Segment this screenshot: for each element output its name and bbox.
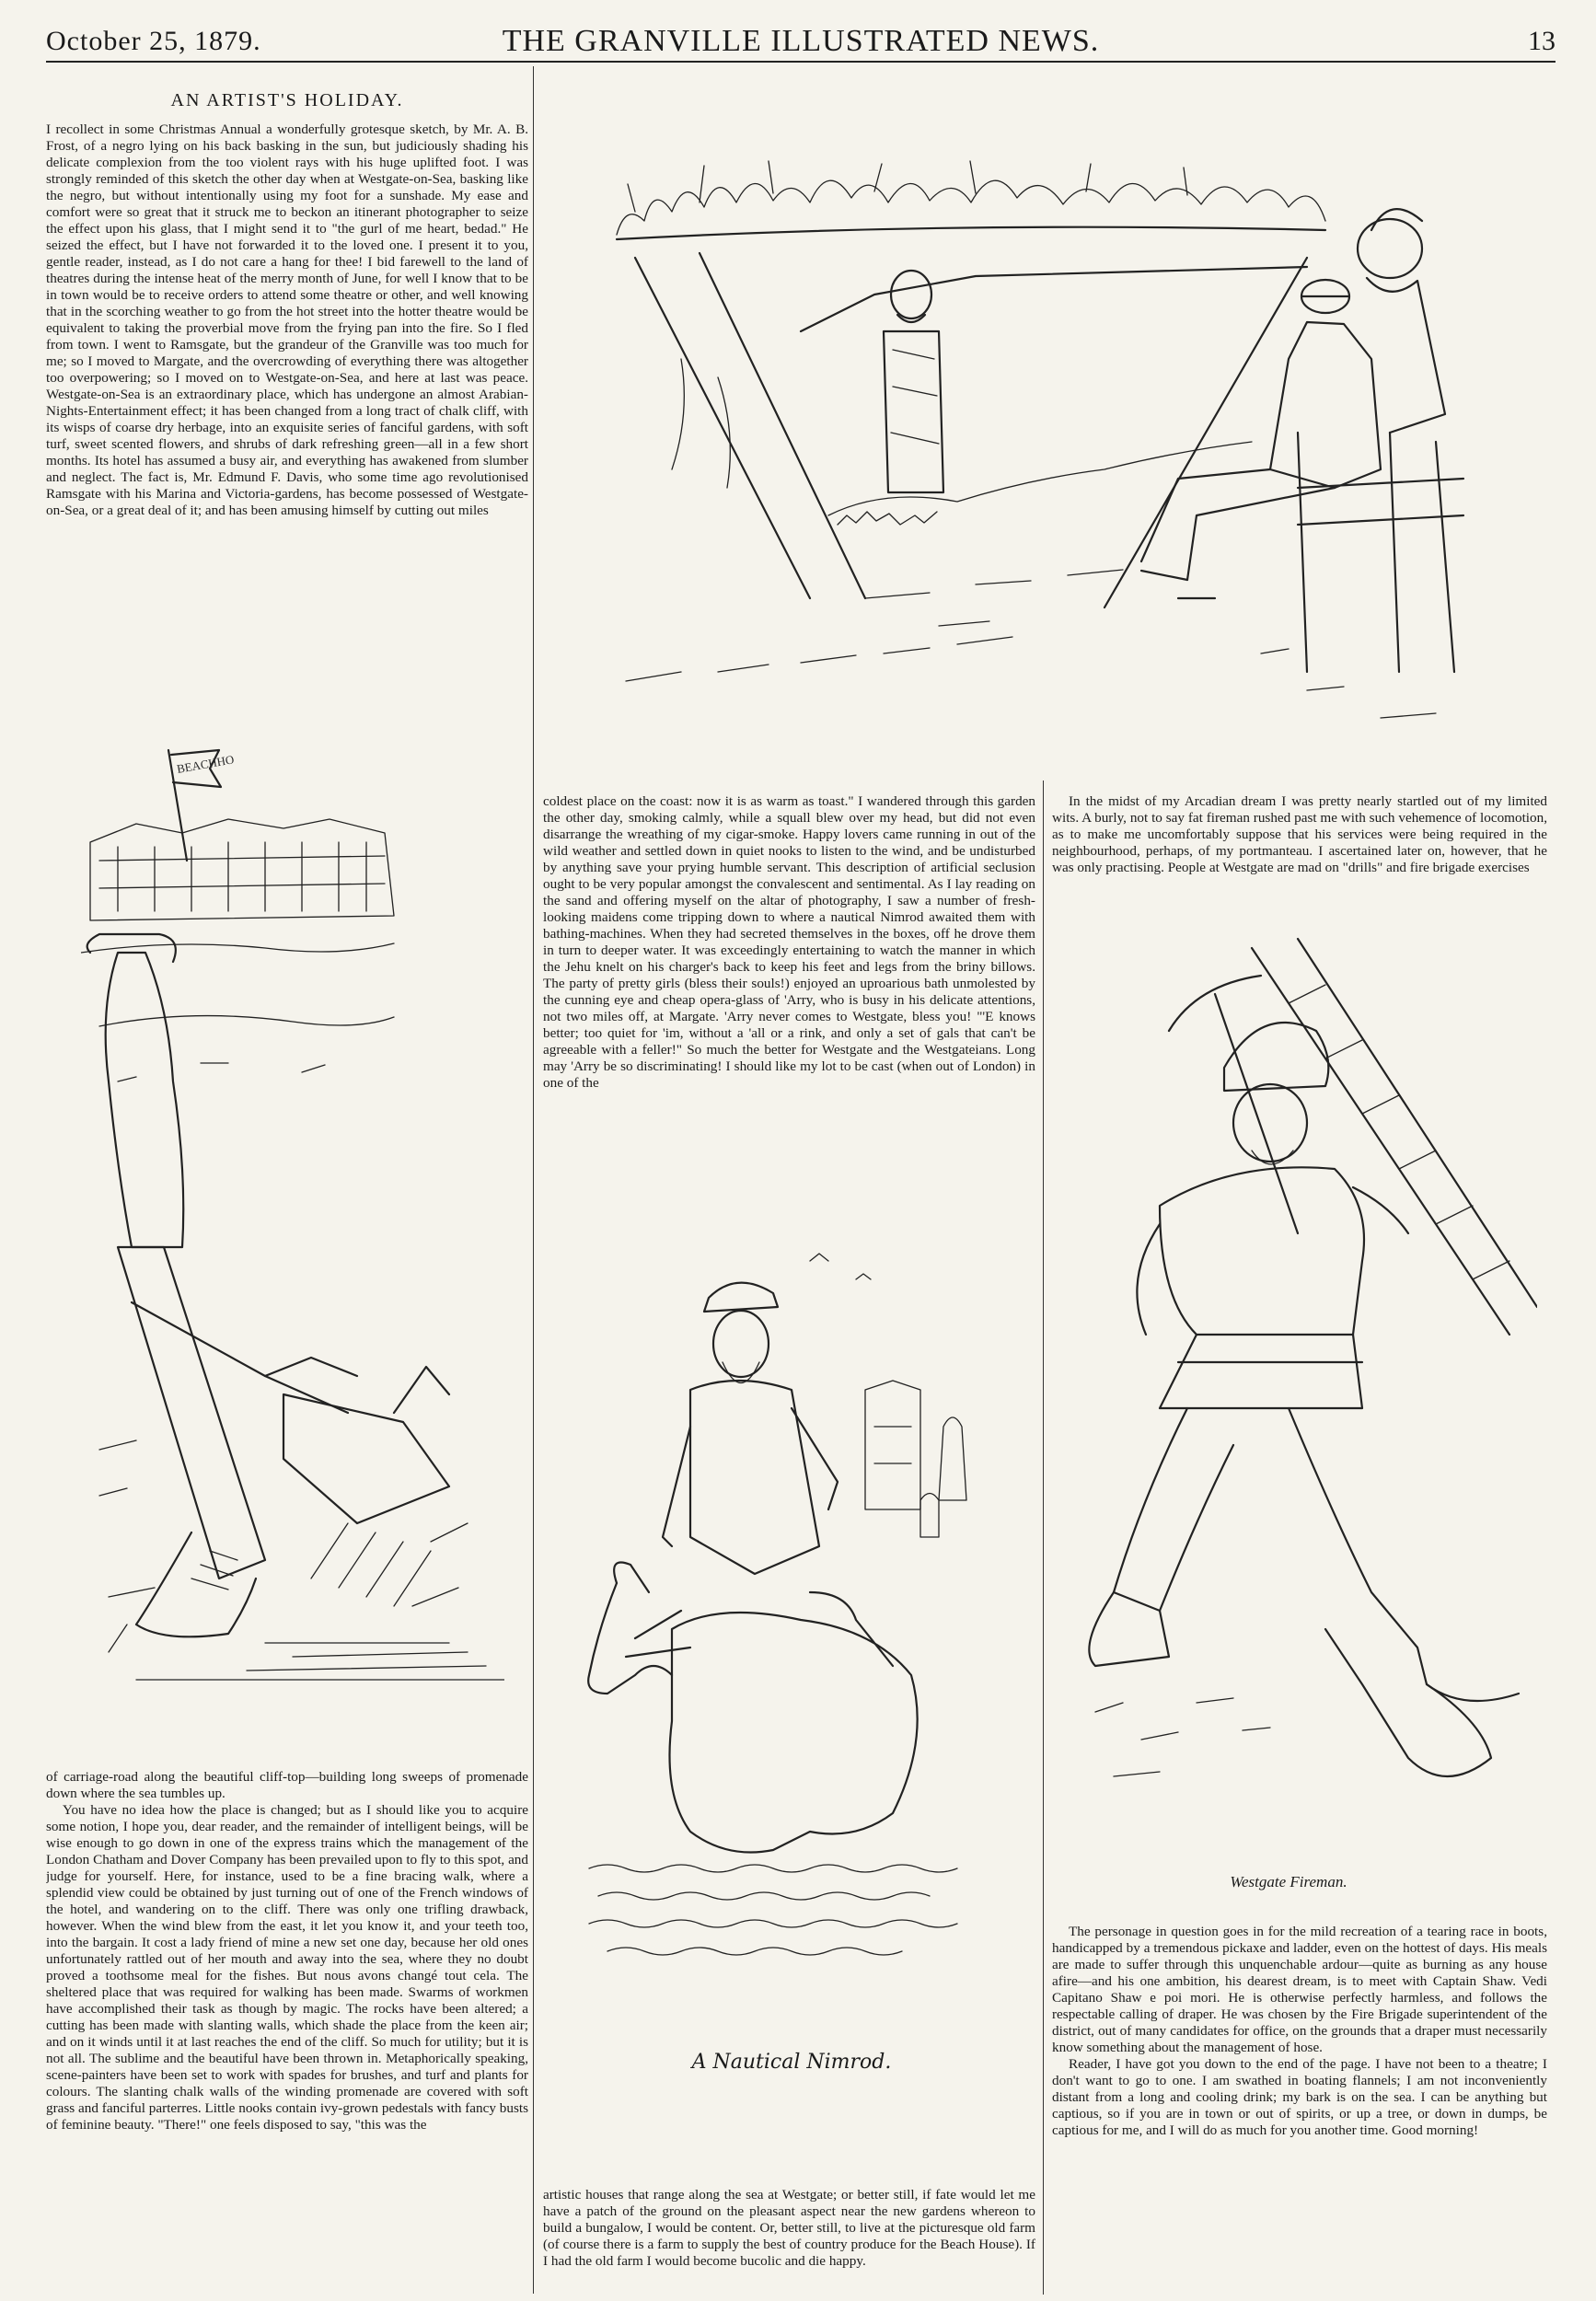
masthead bbox=[46, 20, 1556, 63]
illustration-garden-scene bbox=[589, 83, 1509, 746]
caption-westgate-fireman: Westgate Fireman. bbox=[1230, 1873, 1347, 1891]
article-col2-top bbox=[543, 793, 1035, 1209]
paragraph: The personage in question goes in for the mild recreation of a tearing race in boots, handicapped by a tremendous pickaxe and ladder, even on the hottest of days. His meals are made to suffer through this unquenchable ardour—quite as burning as any house afire—and his one ambition, his dearest dream, is to meet with Captain Shaw. Vedi Capitano Shaw e poi mori. He is otherwise perfectly harmless, and follows the respectable calling of draper. He was chosen by the Fire Brigade superintendent of the district, out of many candidates for office, on the grounds that a draper must necessarily know something about the management of hose. bbox=[1052, 1924, 1547, 2055]
article-heading: AN ARTIST'S HOLIDAY. bbox=[170, 90, 404, 110]
article-col3-bottom bbox=[1052, 1924, 1547, 2292]
article-col1-top bbox=[46, 121, 528, 669]
flag-text: BEACHHO bbox=[175, 752, 236, 776]
illustration-reclining-man bbox=[81, 732, 504, 1707]
page-number: 13 bbox=[1528, 26, 1556, 56]
paragraph: artistic houses that range along the sea at Westgate; or better still, if fate would let me have a patch of the ground on the pleasant aspect near the new gardens whereon to build a bungalow, I would be content. Or, better still, to live at the picturesque old farm (of course there is a farm to supply the best of country produce for the Beach House). If I had the old farm I would become bucolic and die happy. bbox=[543, 2187, 1035, 2269]
paragraph: I recollect in some Christmas Annual a wonderfully grotesque sketch, by Mr. A. B. Frost, of a negro lying on his back basking in the sun, but judiciously shading his delicate complexion from the too violent rays with his huge uplifted foot. I was strongly reminded of this sketch the other day when at Westgate-on-Sea, basking like the negro, but without intentionally using my foot for a sunshade. My ease and comfort were so great that it struck me to beckon an itinerant photographer to seize the effect upon his glass, that I might send it to "the gurl of me heart, bedad." He seized the effect, but I have not forwarded it to the loved one. I present it to you, gentle reader, instead, as I do not care a hang for thee! I bid farewell to the land of theatres during the intense heat of the merry month of June, for well I know that to be in town would be to receive orders to attend some theatre or other, and well knowing that in the scorching weather to go from the hot street into the hotter theatre would be equivalent to taking the proverbial move from the frying pan into the fire. So I fled from town. I went to Ramsgate, but the grandeur of the Granville was too much for me; so I moved to Margate, and the overcrowding of everything there was altogether too overpowering; so I moved on to Westgate-on-Sea, and here at last was peace. Westgate-on-Sea is an extraordinary place, which has undergone an almost Arabian-Nights-Entertainment effect; it has been changed from a long tract of chalk cliff, with its wisps of coarse dry herbage, into an exquisite series of fanciful gardens, with soft turf, sweet scented flowers, and shrubs of dark refreshing green—all in a few short months. Its hotel has assumed a busy air, and everything has awakened from slumber and neglect. The fact is, Mr. Edmund F. Davis, who some time ago revolutionised Ramsgate with his Marina and Victoria-gardens, has become possessed of Westgate-on-Sea, or a great deal of it; and has been amusing himself by cutting out miles bbox=[46, 121, 528, 518]
paragraph: You have no idea how the place is changed; but as I should like you to acquire some notion, I hope you, dear reader, and the remainder of intelligent beings, will be wise enough to go down in one of the express trains which the management of the London Chatham and Dover Company has been prevailed upon to fly to this spot, and judge for yourself. Here, for instance, used to be a fine bracing walk, where a splendid view could be obtained by just turning out of one of the French windows of the hotel, and wandering on to the cliff. There was only one trifling drawback, however. When the wind blew from the east, it let you know it, and your teeth too, into the bargain. It cost a lady friend of mine a new set one day, because her old ones unfortunately rattled out of her mouth and away into the sea, where they no doubt proved a toothsome meal for the fishes. But nous avons changé tout cela. The sheltered place that was required for walking has been made. Swarms of workmen have accomplished their task as though by magic. The rocks have been altered; a cutting has been made with slanting walls, which shade the place from the keen air; and on it winds until it at last reaches the end of the cliff. So much for utility; but it is not all. The sublime and the beautiful have been thrown in. Metaphorically speaking, scene-painters have been set to work with spades for brushes, and turf and plants for colours. The slanting chalk walls of the winding promenade are covered with soft grass and fanciful parterres. Little nooks contain ivy-grown pedestals with fancy busts of feminine beauty. "There!" one feels disposed to say, "this was the bbox=[46, 1802, 528, 2133]
article-col1-bottom bbox=[46, 1769, 528, 2284]
article-col2-bottom bbox=[543, 2187, 1035, 2293]
column-rule-2 bbox=[1043, 780, 1044, 2295]
paragraph: In the midst of my Arcadian dream I was pretty nearly startled out of my limited wits. A burly, not to say fat fireman rushed past me with such vehemence of locomotion, as to make me uncomfortably suppose that his services were being required in the neighbourhood, perhaps, of my portmanteau. I ascertained later on, however, that he was only practising. People at Westgate are mad on "drills" and fire brigade exercises bbox=[1052, 793, 1547, 875]
newspaper-title: THE GRANVILLE ILLUSTRATED NEWS. bbox=[502, 24, 1100, 58]
paragraph: Reader, I have got you down to the end of the page. I have not been to a theatre; I don't want to go to one. I am swathed in boating flannels; I am not inconveniently distant from a long and cooling drink; my bark is on the sea. I can be anything but captious, so if you are in town or out of spirits, or up a tree, or down in dumps, be captious for me, and I will do as much for you another time. Good morning! bbox=[1052, 2056, 1547, 2138]
column-rule-1 bbox=[533, 66, 534, 2294]
illustration-nautical-nimrod bbox=[580, 1243, 1003, 2043]
caption-nautical-nimrod: A Nautical Nimrod. bbox=[691, 2051, 892, 2074]
article-col3-top bbox=[1052, 793, 1547, 913]
paragraph: coldest place on the coast: now it is as warm as toast." I wandered through this garden the other day, smoking calmly, while a squall blew over my head, but did not even disarrange the wreathing of my cigar-smoke. Happy lovers came running in out of the wild weather and settled down in quiet nooks to listen to the wind, and be undisturbed by anything save your prying humble servant. This description of artificial seclusion ought to be very popular amongst the convalescent and sentimental. As I lay reading on the sand and offering myself on the altar of photography, I saw a number of fresh-looking maidens come tripping down to where a nautical Nimrod awaited them with bathing-machines. When they had secreted themselves in the boxes, off he drove them in turn to deeper water. It was exceedingly entertaining to watch the manner in which the Jehu knelt on his charger's back to keep his feet and legs from the briny billows. The party of pretty girls (bless their souls!) enjoyed an uproarious bath unmolested by the cunning eye and cheap opera-glass of 'Arry, who is busy in his delicate attentions, not two miles off, at Margate. 'Arry never comes to Westgate, bless you! "'E knows better; too quiet for 'im, without a 'all or a rink, and only a set of gals that can't be agreeable with a feller!" So much the better for Westgate and the Westgateians. Long may 'Arry be so discriminating! I should like my lot to be cast (when out of London) in one of the bbox=[543, 793, 1035, 1091]
illustration-westgate-fireman bbox=[1058, 930, 1537, 1859]
issue-date: October 25, 1879. bbox=[46, 26, 261, 56]
paragraph: of carriage-road along the beautiful cliff-top—building long sweeps of promenade down where the sea tumbles up. bbox=[46, 1769, 528, 1801]
